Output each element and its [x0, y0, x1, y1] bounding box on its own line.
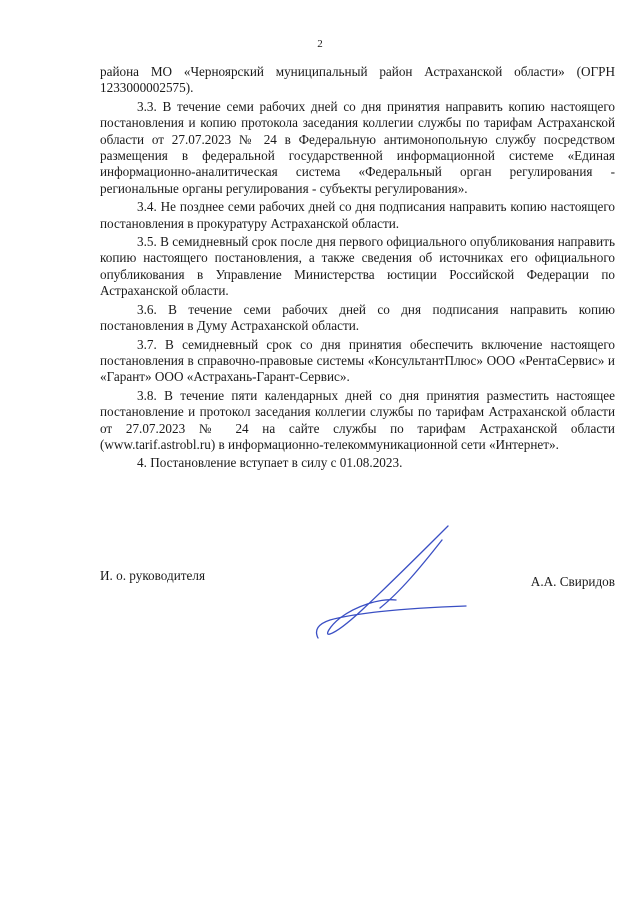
page-number: 2: [317, 38, 323, 50]
paragraph-continuation: района МО «Черноярский муниципальный район Астраханской области» (ОГРН 1233000002575).: [100, 64, 615, 96]
paragraph-3-3: 3.3. В течение семи рабочих дней со дня принятия направить копию настоящего постановления и копию протокола заседания коллегии службы по тарифам Астраханской области от 27.07.2023 № 24 в Федеральную антимонопольную службу посредством размещения в федеральной государственной информационной системе «Единая информационно-аналитическая система «Федеральный орган регулирования - региональные органы регулирования - субъекты регулирования».: [100, 98, 615, 196]
handwritten-signature: [300, 520, 470, 650]
paragraph-3-8: 3.8. В течение пяти календарных дней со дня принятия разместить настоящее постановление и протокол заседания коллегии службы по тарифам Астраханской области от 27.07.2023 № 24 на сайте службы по тарифам Астраханской области (www.tarif.astrobl.ru) в информационно-телекоммуникационной сети «Интернет».: [100, 387, 615, 452]
paragraph-3-7: 3.7. В семидневный срок со дня принятия обеспечить включение настоящего постановления в справочно-правовые системы «КонсультантПлюс» ООО «РентаСервис» и «Гарант» ООО «Астрахань-Гарант-Сервис».: [100, 336, 615, 385]
paragraph-3-4: 3.4. Не позднее семи рабочих дней со дня подписания направить копию настоящего постановления в прокуратуру Астраханской области.: [100, 199, 615, 231]
paragraph-3-5: 3.5. В семидневный срок после дня первого официального опубликования направить копию настоящего постановления, а также сведения об источниках его официального опубликования в Управление Министерства юстиции Российской Федерации по Астраханской области.: [100, 234, 615, 299]
signatory-title: И. о. руководителя: [100, 568, 206, 583]
signatory-name: А.А. Свиридов: [530, 574, 615, 589]
document-body: [100, 64, 615, 474]
paragraph-4: 4. Постановление вступает в силу с 01.08.2023.: [137, 455, 403, 471]
paragraph-3-6: 3.6. В течение семи рабочих дней со дня подписания направить копию постановления в Думу Астраханской области.: [100, 301, 615, 334]
